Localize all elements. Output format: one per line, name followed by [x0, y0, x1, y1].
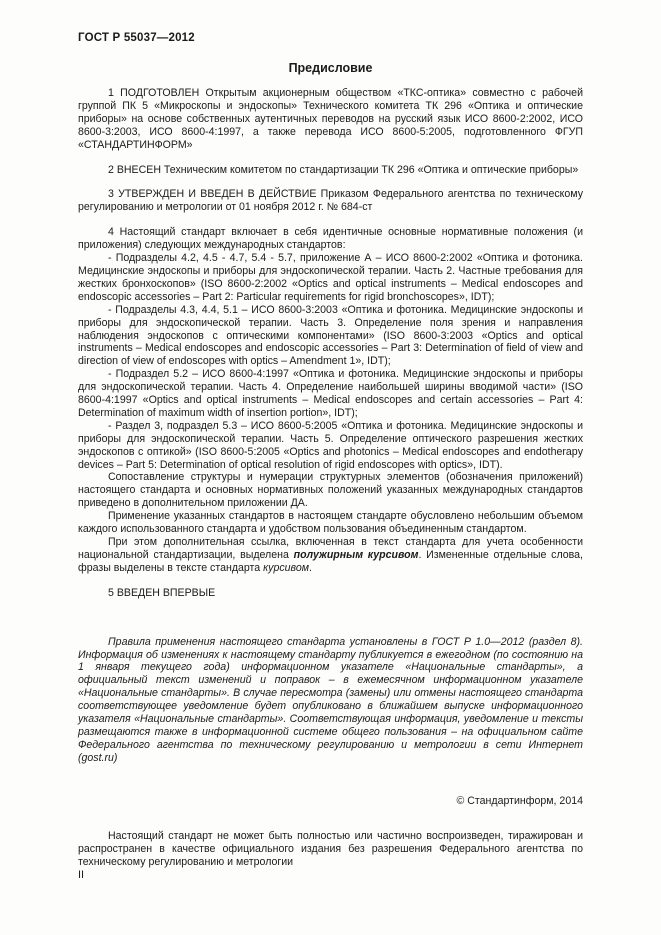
text-run: .	[308, 561, 312, 574]
text-run: При этом дополнительная ссылка, включенная в текст стандарта для учета особенности национальной стандартизации, выделена	[78, 536, 583, 561]
standard-ref-item-3: - Подраздел 5.2 – ИСО 8600-4:1997 «Оптика и фотоника. Медицинские эндоскопы и приборы для эндоскопической терапии. Часть 4. Определение наибольшей ширины вводимой части» (ISO 8600-4:1997 «Optics and optical instruments – Medical endoscopes and certain accessories – Part 4: Determination of maximum width of insertion portion», IDT);	[78, 368, 583, 419]
page-title: Предисловие	[288, 61, 373, 75]
text-run: . Измененные отдельные слова, фразы выделены в тексте стандарта	[78, 548, 584, 574]
reproduction-notice: Настоящий стандарт не может быть полностью или частично воспроизведен, тиражирован и распространен в качестве официального издания без разрешения Федерального агентства по техническому регулированию и метрологии	[78, 829, 583, 868]
text-run-bold-italic: полужирным курсивом	[293, 548, 419, 561]
application-rules-note: Правила применения настоящего стандарта установлены в ГОСТ Р 1.0—2012 (раздел 8). Информация об изменениях к настоящему стандарту публикуется в ежегодном (по состоянию на 1 января текущего года) информационном указателе «Национальные стандарты», а официальный текст изменений и поправок – в ежемесячном информационном указателе «Национальные стандарты». В случае пересмотра (замены) или отмены настоящего стандарта соответствующее уведомление будет опубликовано в ближайшем выпуске информационного указателя «Национальные стандарты». Соответствующая информация, уведомление и тексты размещаются также в информационной системе общего пользования – на официальном сайте Федерального агентства по техническому регулированию и метрологии в сети Интернет (gost.ru)	[78, 635, 583, 764]
standard-ref-item-2: - Подразделы 4.3, 4.4, 5.1 – ИСО 8600-3:2003 «Оптика и фотоника. Медицинские эндоскопы и приборы для эндоскопической терапии. Часть 3. Определение поля зрения и направления наблюдения эндоскопов с оптическими компонентами» (ISO 8600-3:2003 «Optics and optical instruments – Medical endoscopes and endoscopic accessories – Part 3: Determination of field of view and direction of view of endoscopes with optics – Amendment 1», IDT);	[78, 303, 583, 368]
doc-code: ГОСТ Р 55037—2012	[78, 32, 195, 44]
foreword-clause-2: 2 ВНЕСЕН Техническим комитетом по стандартизации ТК 296 «Оптика и оптические приборы»	[108, 163, 579, 176]
foreword-clause-1: 1 ПОДГОТОВЛЕН Открытым акционерным обществом «ТКС-оптика» совместно с рабочей группой ПК 5 «Микроскопы и эндоскопы» Технического комитета ТК 296 «Оптика и оптические приборы» на основе собственных аутентичных переводов на русский язык ИСО 8600-2:2002, ИСО 8600-3:2003, ИСО 8600-4:1997, а также перевода ИСО 8600-5:2005, подготовленного ФГУП «СТАНДАРТИНФОРМ»	[78, 87, 583, 151]
comparison-note: Сопоставление структуры и нумерации структурных элементов (обозначения приложений) настоящего стандарта и основных нормативных положений указанных международных стандартов приведено в дополнительном приложении ДА.	[78, 471, 583, 510]
application-reason-note: Применение указанных стандартов в настоящем стандарте обусловлено небольшим объемом каждого использованного стандарта и удобством пользования объединенным стандартом.	[78, 510, 583, 536]
standard-ref-item-4: - Раздел 3, подраздел 5.3 – ИСО 8600-5:2005 «Оптика и фотоника. Медицинские эндоскопы и приборы для эндоскопической терапии. Часть 5. Определение оптического разрешения жестких эндоскопов с оптикой» (ISO 8600-5:2005 «Optics and photonics – Medical endoscopes and endotherapy devices – Part 5: Determination of optical resolution of rigid endoscopes with optics», IDT).	[78, 419, 583, 471]
foreword-clause-4-intro: 4 Настоящий стандарт включает в себя идентичные основные нормативные положения (и приложения) следующих международных стандартов:	[78, 226, 583, 252]
formatting-note	[78, 536, 583, 575]
copyright-line: © Стандартинформ, 2014	[456, 794, 583, 807]
page-number: II	[78, 869, 85, 882]
foreword-clause-5: 5 ВВЕДЕН ВПЕРВЫЕ	[108, 586, 216, 599]
foreword-clause-3: 3 УТВЕРЖДЕН И ВВЕДЕН В ДЕЙСТВИЕ Приказом Федерального агентства по техническому регулированию и метрологии от 01 ноября 2012 г. № 684-ст	[78, 188, 583, 214]
text-run-italic: курсивом	[263, 561, 309, 574]
standard-ref-item-1: - Подразделы 4.2, 4.5 - 4.7, 5.4 - 5.7, приложение А – ИСО 8600-2:2002 «Оптика и фотоника. Медицинские эндоскопы и приборы для эндоскопической терапии. Часть 2. Частные требования для жестких бронхоскопов» (ISO 8600-2:2002 «Optics and optical instruments – Medical endoscopes and endoscopic accessories – Part 2: Particular requirements for rigid bronchoscopes», IDT);	[78, 252, 583, 303]
